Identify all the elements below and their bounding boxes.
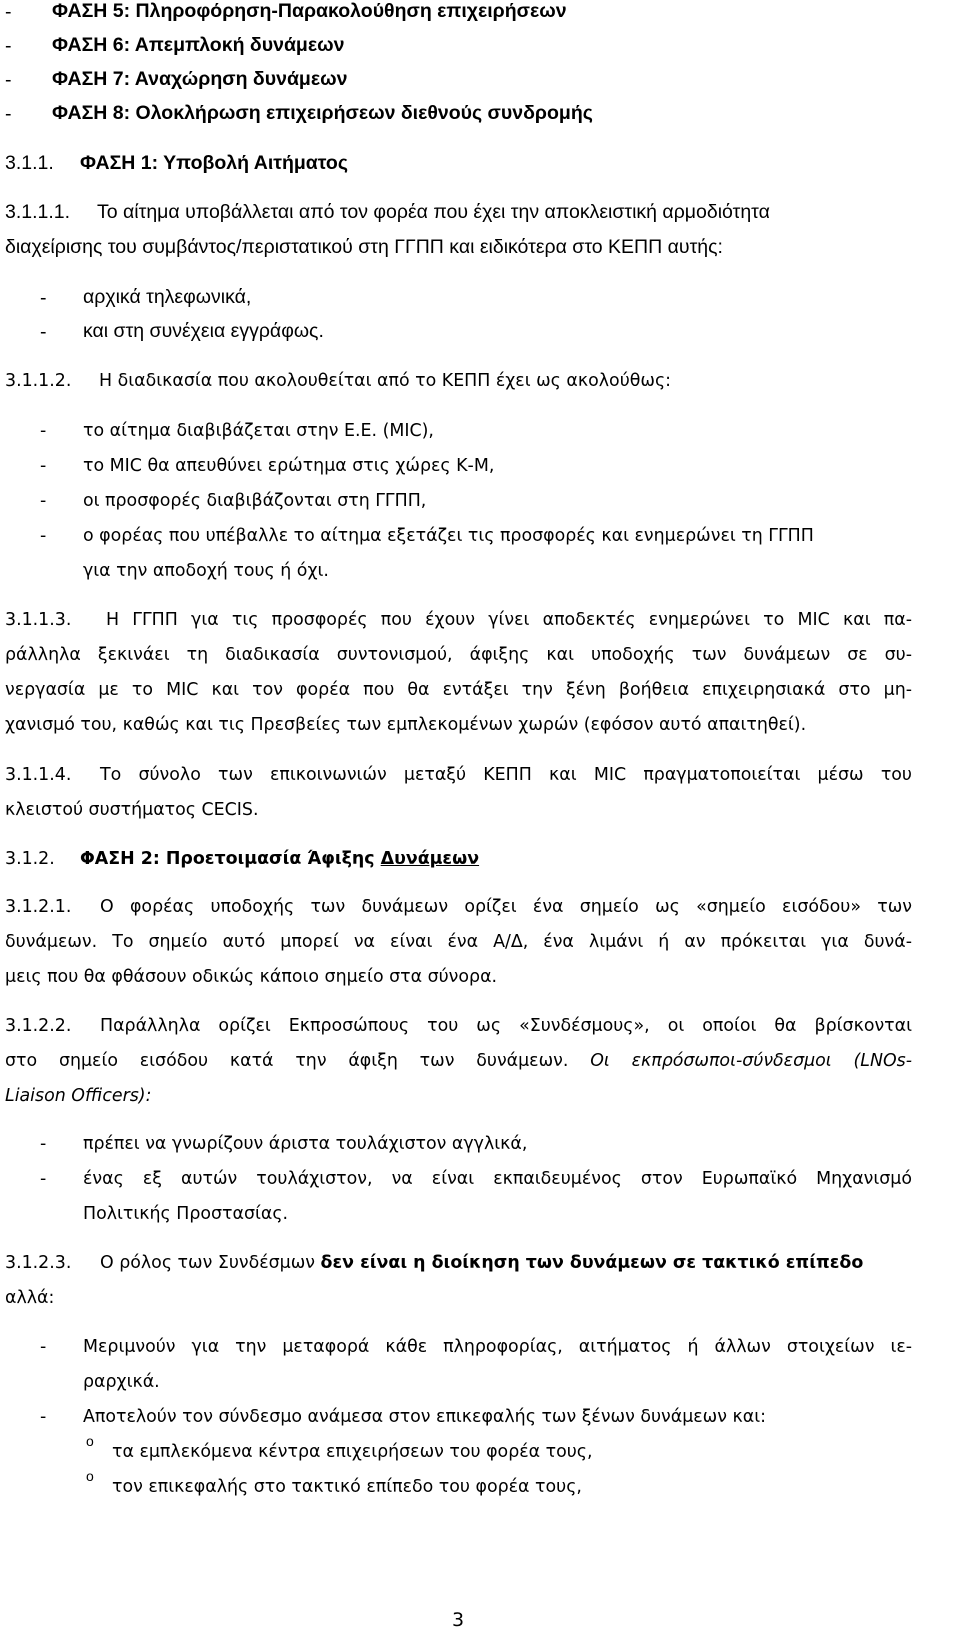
list-item: Αποτελούν τον σύνδεσμο ανάμεσα στον επικεφαλής των ξένων δυνάμεων και:	[83, 1407, 766, 1427]
phase-6-item: ΦΑΣΗ 6: Απεμπλοκή δυνάμεων	[52, 34, 345, 56]
paragraph-line: Liaison Officers):	[5, 1086, 152, 1106]
paragraph-number: 3.1.1.1.	[5, 201, 71, 223]
list-dash: -	[40, 321, 47, 343]
list-dash: -	[5, 103, 12, 125]
list-item: αρχικά τηλεφωνικά,	[83, 286, 252, 308]
list-dash: -	[5, 69, 12, 91]
paragraph-line: Το σύνολο των επικοινωνιών μεταξύ ΚΕΠΠ και MIC πραγματοποιείται μέσω του	[100, 765, 912, 785]
section-number: 3.1.1.	[5, 152, 54, 174]
paragraph-number: 3.1.1.2.	[5, 371, 72, 391]
list-item: το MIC θα απευθύνει ερώτημα στις χώρες Κ-Μ,	[83, 456, 495, 476]
section-heading: ΦΑΣΗ 2: Προετοιμασία Άφιξης Δυνάμεων	[80, 849, 480, 869]
list-item: Μεριμνούν για την μεταφορά κάθε πληροφορίας, αιτήματος ή άλλων στοιχείων ιε-	[83, 1337, 912, 1357]
sub-list-item: τον επικεφαλής στο τακτικό επίπεδο του φορέα τους,	[112, 1477, 582, 1497]
list-dash: -	[40, 1407, 47, 1427]
paragraph-line: ράλληλα ξεκινάει τη διαδικασία συντονισμού, άφιξης και υποδοχής των δυνάμεων σε συ-	[5, 645, 912, 665]
paragraph-line: αλλά:	[5, 1288, 55, 1308]
paragraph-line: στο σημείο εισόδου κατά την άφιξη των δυνάμεων. Οι εκπρόσωποι-σύνδεσμοι (LNOs-	[5, 1051, 912, 1071]
list-item-continuation: ραρχικά.	[83, 1372, 160, 1392]
list-item: το αίτημα διαβιβάζεται στην Ε.Ε. (MIC),	[83, 421, 434, 441]
list-dash: -	[40, 421, 47, 441]
section-heading: ΦΑΣΗ 1: Υποβολή Αιτήματος	[80, 152, 348, 174]
circle-bullet-icon: o	[86, 1433, 94, 1449]
list-dash: -	[40, 526, 47, 546]
paragraph-line: Ο ρόλος των Συνδέσμων δεν είναι η διοίκηση των δυνάμεων σε τακτικό επίπεδο	[100, 1253, 864, 1273]
paragraph-number: 3.1.2.2.	[5, 1016, 72, 1036]
phase-7-item: ΦΑΣΗ 7: Αναχώρηση δυνάμεων	[52, 68, 348, 90]
list-item: ο φορέας που υπέβαλλε το αίτημα εξετάζει τις προσφορές και ενημερώνει τη ΓΓΠΠ	[83, 526, 814, 546]
paragraph-line: κλειστού συστήματος CECIS.	[5, 800, 259, 820]
list-dash: -	[40, 491, 47, 511]
paragraph-line: χανισμό του, καθώς και τις Πρεσβείες των εμπλεκομένων χωρών (εφόσον αυτό απαιτηθεί).	[5, 715, 807, 735]
list-item: και στη συνέχεια εγγράφως.	[83, 320, 324, 342]
list-item: πρέπει να γνωρίζουν άριστα τουλάχιστον αγγλικά,	[83, 1134, 528, 1154]
circle-bullet-icon: o	[86, 1468, 94, 1484]
phase-8-item: ΦΑΣΗ 8: Ολοκλήρωση επιχειρήσεων διεθνούς συνδρομής	[52, 102, 593, 124]
phase-5-item: ΦΑΣΗ 5: Πληροφόρηση-Παρακολούθηση επιχειρήσεων	[52, 0, 567, 22]
list-dash: -	[5, 1, 12, 23]
paragraph-number: 3.1.1.3.	[5, 610, 72, 630]
paragraph-number: 3.1.2.1.	[5, 897, 72, 917]
paragraph-line: δυνάμεων. Το σημείο αυτό μπορεί να είναι ένα Α/Δ, ένα λιμάνι ή αν πρόκειται για δυνά-	[5, 932, 912, 952]
list-dash: -	[40, 287, 47, 309]
list-item-continuation: για την αποδοχή τους ή όχι.	[83, 561, 329, 581]
list-item: οι προσφορές διαβιβάζονται στη ΓΓΠΠ,	[83, 491, 427, 511]
paragraph-number: 3.1.1.4.	[5, 765, 72, 785]
paragraph-line: Το αίτημα υποβάλλεται από τον φορέα που έχει την αποκλειστική αρμοδιότητα	[97, 201, 770, 223]
paragraph-line: νεργασία με το MIC και τον φορέα που θα εντάξει την ξένη βοήθεια επιχειρησιακά στο μη-	[5, 680, 912, 700]
paragraph-line: μεις που θα φθάσουν οδικώς κάποιο σημείο στα σύνορα.	[5, 967, 498, 987]
paragraph-number: 3.1.2.3.	[5, 1253, 72, 1273]
list-dash: -	[40, 456, 47, 476]
section-number: 3.1.2.	[5, 849, 55, 869]
page-number: 3	[452, 1609, 465, 1631]
paragraph-line: Η διαδικασία που ακολουθείται από το ΚΕΠΠ έχει ως ακολούθως:	[99, 371, 672, 391]
list-dash: -	[40, 1134, 47, 1154]
list-dash: -	[5, 35, 12, 57]
paragraph-line: διαχείρισης του συμβάντος/περιστατικού στη ΓΓΠΠ και ειδικότερα στο ΚΕΠΠ αυτής:	[5, 236, 723, 258]
paragraph-line: Ο φορέας υποδοχής των δυνάμεων ορίζει ένα σημείο ως «σημείο εισόδου» των	[100, 897, 912, 917]
list-item: ένας εξ αυτών τουλάχιστον, να είναι εκπαιδευμένος στον Ευρωπαϊκό Μηχανισμό	[83, 1169, 912, 1189]
list-dash: -	[40, 1169, 47, 1189]
paragraph-line: Παράλληλα ορίζει Εκπροσώπους του ως «Συνδέσμους», οι οποίοι θα βρίσκονται	[100, 1016, 912, 1036]
list-item-continuation: Πολιτικής Προστασίας.	[83, 1204, 289, 1224]
list-dash: -	[40, 1337, 47, 1357]
sub-list-item: τα εμπλεκόμενα κέντρα επιχειρήσεων του φορέα τους,	[112, 1442, 593, 1462]
paragraph-line: Η ΓΓΠΠ για τις προσφορές που έχουν γίνει αποδεκτές ενημερώνει το MIC και πα-	[106, 610, 912, 630]
